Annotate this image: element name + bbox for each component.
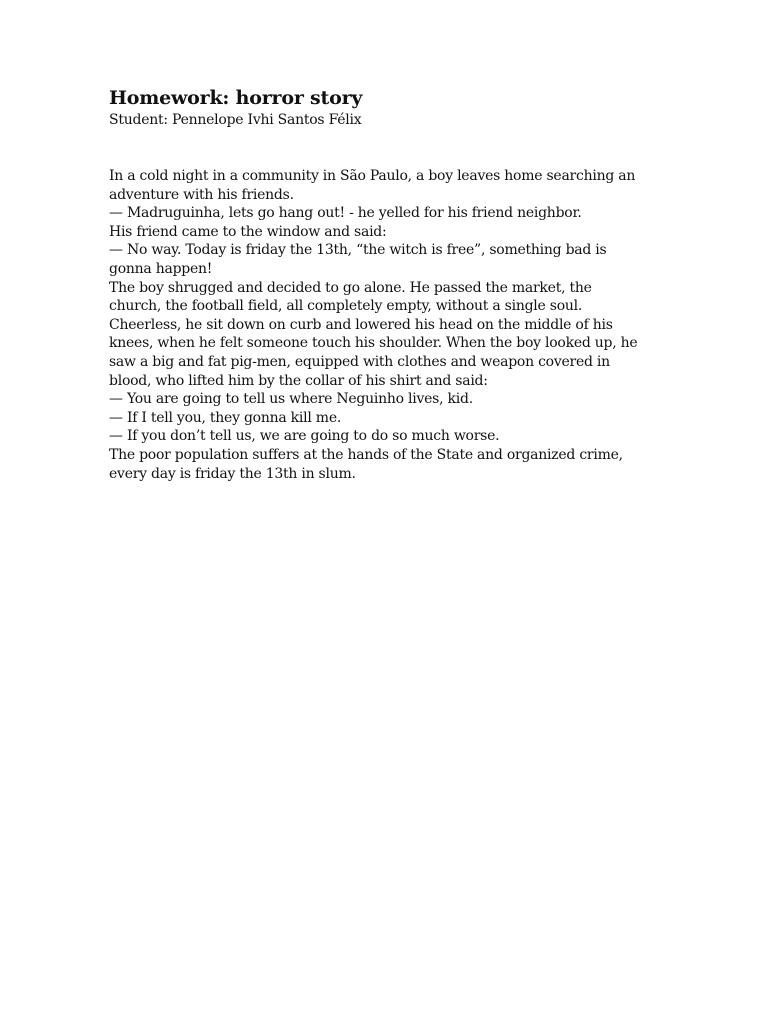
story-line: — Madruguinha, lets go hang out! - he yelled for his friend neighbor.	[109, 205, 582, 222]
story-line: Cheerless, he sit down on curb and lowered his head on the middle of his	[109, 316, 613, 333]
student-name: Student: Pennelope Ivhi Santos Félix	[109, 112, 362, 128]
story-body	[109, 167, 669, 483]
story-line: — If I tell you, they gonna kill me.	[109, 409, 342, 426]
story-line: The poor population suffers at the hands of the State and organized crime,	[109, 446, 623, 463]
story-line: every day is friday the 13th in slum.	[109, 465, 356, 482]
story-line: adventure with his friends.	[109, 186, 294, 203]
story-line: blood, who lifted him by the collar of his shirt and said:	[109, 372, 488, 389]
story-line: The boy shrugged and decided to go alone. He passed the market, the	[109, 279, 592, 296]
story-line: gonna happen!	[109, 260, 213, 277]
story-line: church, the football field, all completely empty, without a single soul.	[109, 298, 583, 315]
story-line: In a cold night in a community in São Paulo, a boy leaves home searching an	[109, 168, 636, 184]
story-line: — If you don’t tell us, we are going to do so much worse.	[109, 428, 500, 445]
document-title: Homework: horror story	[109, 87, 363, 109]
story-line: saw a big and fat pig-men, equipped with clothes and weapon covered in	[109, 353, 610, 370]
story-line: — No way. Today is friday the 13th, “the witch is free”, something bad is	[109, 242, 607, 259]
story-line: knees, when he felt someone touch his shoulder. When the boy looked up, he	[109, 335, 638, 352]
story-line: — You are going to tell us where Neguinho lives, kid.	[109, 391, 473, 408]
story-line: His friend came to the window and said:	[109, 223, 387, 240]
document-content	[109, 86, 669, 483]
